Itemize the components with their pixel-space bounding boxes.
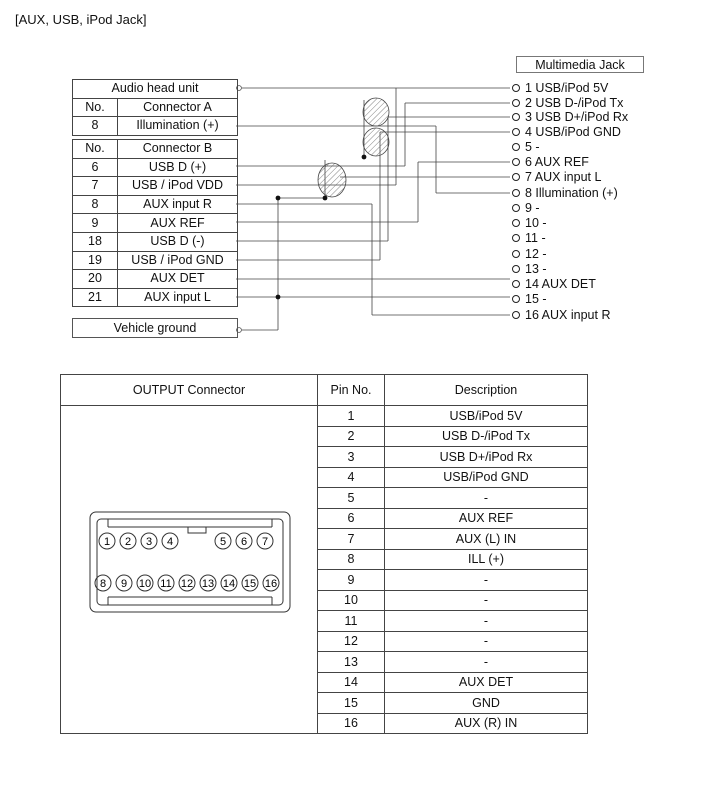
junction-dot	[276, 196, 281, 201]
jack-pin-2: 2 USB D-/iPod Tx	[512, 96, 623, 110]
pin-number: 6	[318, 508, 385, 529]
terminal-icon	[512, 99, 520, 107]
connector-b-signal: AUX input R	[118, 195, 238, 214]
pin-number: 2	[318, 426, 385, 447]
junction-dot	[276, 295, 281, 300]
pin-description: USB D-/iPod Tx	[385, 426, 588, 447]
jack-pin-13: 13 -	[512, 262, 547, 276]
pin-number: 13	[318, 652, 385, 673]
connector-pin-label: 16	[264, 578, 278, 590]
connector-pin-label: 6	[240, 536, 248, 548]
jack-pin-8: 8 Illumination (+)	[512, 186, 618, 200]
multimedia-jack-title: Multimedia Jack	[516, 56, 644, 73]
jack-pin-4: 4 USB/iPod GND	[512, 125, 621, 139]
connector-pin-label: 14	[222, 578, 236, 590]
jack-pin-10: 10 -	[512, 216, 547, 230]
pin-description: USB D+/iPod Rx	[385, 447, 588, 468]
connector-pin-label: 3	[145, 536, 153, 548]
pin-number: 14	[318, 672, 385, 693]
terminal-icon	[512, 204, 520, 212]
pin-number: 1	[318, 406, 385, 427]
pin-description: AUX REF	[385, 508, 588, 529]
connector-pin-label: 1	[103, 536, 111, 548]
pin-description: -	[385, 652, 588, 673]
pin-description: AUX (L) IN	[385, 529, 588, 550]
jack-pin-15: 15 -	[512, 292, 547, 306]
terminal-icon	[512, 113, 520, 121]
description-header: Description	[385, 375, 588, 406]
connector-pin-label: 15	[243, 578, 257, 590]
connector-pin-label: 9	[120, 578, 128, 590]
pin-number: 12	[318, 631, 385, 652]
pin-description: AUX DET	[385, 672, 588, 693]
connector-pin-label: 2	[124, 536, 132, 548]
connector-a-pin: 8	[73, 117, 118, 136]
jack-pin-6: 6 AUX REF	[512, 155, 589, 169]
terminal-icon	[512, 143, 520, 151]
pin-description: AUX (R) IN	[385, 713, 588, 734]
connector-a-signal: Illumination (+)	[118, 117, 238, 136]
pin-description: -	[385, 570, 588, 591]
pin-number: 7	[318, 529, 385, 550]
terminal-icon	[512, 280, 520, 288]
terminal-icon	[512, 234, 520, 242]
jack-pin-9: 9 -	[512, 201, 540, 215]
output-connector-drawing	[88, 510, 292, 614]
terminal-icon	[512, 173, 520, 181]
pin-no-header: Pin No.	[318, 375, 385, 406]
pin-number: 10	[318, 590, 385, 611]
pin-description: -	[385, 590, 588, 611]
pin-number: 5	[318, 488, 385, 509]
connector-b-signal: USB / iPod VDD	[118, 177, 238, 196]
col-no-header: No.	[73, 98, 118, 117]
connector-b-pin: 18	[73, 232, 118, 251]
pin-description: USB/iPod 5V	[385, 406, 588, 427]
jack-pin-12: 12 -	[512, 247, 547, 261]
jack-pin-11: 11 -	[512, 231, 546, 245]
pin-number: 4	[318, 467, 385, 488]
terminal-icon	[512, 295, 520, 303]
connector-pin-label: 4	[166, 536, 174, 548]
connector-pin-label: 7	[261, 536, 269, 548]
connector-b-pin: 19	[73, 251, 118, 270]
pin-description: USB/iPod GND	[385, 467, 588, 488]
terminal-icon	[512, 128, 520, 136]
connector-b-signal: AUX input L	[118, 288, 238, 307]
connector-b-title: Connector B	[118, 140, 238, 159]
terminal-icon	[512, 84, 520, 92]
pin-number: 8	[318, 549, 385, 570]
connector-a-title: Connector A	[118, 98, 238, 117]
connector-pin-label: 8	[99, 578, 107, 590]
head-unit-connector-b-table	[72, 139, 238, 307]
terminal-icon	[512, 219, 520, 227]
connector-b-signal: USB D (-)	[118, 232, 238, 251]
col-no-header: No.	[73, 140, 118, 159]
junction-dot	[323, 196, 328, 201]
connector-pin-label: 11	[160, 578, 172, 590]
output-connector-header: OUTPUT Connector	[61, 375, 318, 406]
terminal-icon	[512, 265, 520, 273]
terminal-icon	[512, 311, 520, 319]
connector-pin-label: 13	[201, 578, 215, 590]
head-unit-title: Audio head unit	[73, 80, 238, 99]
pin-description: -	[385, 611, 588, 632]
jack-pin-5: 5 -	[512, 140, 540, 154]
connector-b-signal: AUX REF	[118, 214, 238, 233]
connector-b-signal: AUX DET	[118, 270, 238, 289]
jack-pin-7: 7 AUX input L	[512, 170, 601, 184]
connector-b-pin: 9	[73, 214, 118, 233]
pin-number: 9	[318, 570, 385, 591]
connector-pin-label: 12	[180, 578, 194, 590]
connector-b-pin: 8	[73, 195, 118, 214]
jack-pin-14: 14 AUX DET	[512, 277, 596, 291]
connector-b-signal: USB D (+)	[118, 158, 238, 177]
connector-b-pin: 7	[73, 177, 118, 196]
pin-number: 16	[318, 713, 385, 734]
jack-pin-16: 16 AUX input R	[512, 308, 610, 322]
connector-b-pin: 6	[73, 158, 118, 177]
terminal-icon	[512, 250, 520, 258]
connector-b-pin: 21	[73, 288, 118, 307]
vehicle-ground-box: Vehicle ground	[72, 318, 238, 338]
pin-description: ILL (+)	[385, 549, 588, 570]
connector-b-pin: 20	[73, 270, 118, 289]
terminal-icon	[512, 189, 520, 197]
connector-b-signal: USB / iPod GND	[118, 251, 238, 270]
connector-pin-label: 5	[219, 536, 227, 548]
pin-number: 11	[318, 611, 385, 632]
jack-pin-3: 3 USB D+/iPod Rx	[512, 110, 628, 124]
pin-description: -	[385, 488, 588, 509]
pin-description: -	[385, 631, 588, 652]
connector-pin-label: 10	[138, 578, 152, 590]
diagram-title: [AUX, USB, iPod Jack]	[15, 12, 147, 27]
junction-dot	[362, 155, 367, 160]
pin-number: 3	[318, 447, 385, 468]
jack-pin-1: 1 USB/iPod 5V	[512, 81, 608, 95]
head-unit-connector-a-table	[72, 79, 238, 136]
pin-number: 15	[318, 693, 385, 714]
pin-description: GND	[385, 693, 588, 714]
terminal-icon	[512, 158, 520, 166]
